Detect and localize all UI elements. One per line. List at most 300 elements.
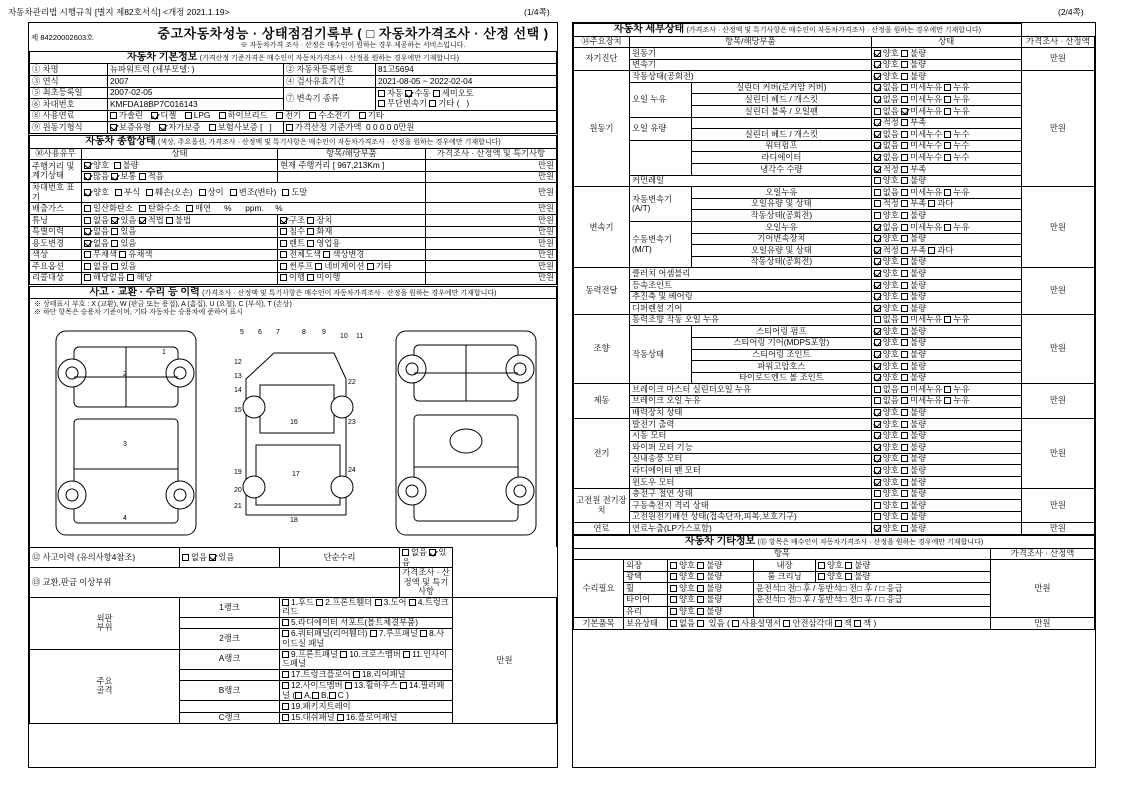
- checkbox-other-trans[interactable]: [429, 100, 436, 107]
- checkbox-unchecked[interactable]: [337, 714, 344, 721]
- mileage-price[interactable]: 만원: [426, 160, 557, 172]
- checkbox-recall-done[interactable]: [280, 274, 287, 281]
- detail-state[interactable]: 양호 불량: [871, 372, 1021, 384]
- detail-state[interactable]: 없음 미세누유 누유: [871, 314, 1021, 326]
- checkbox-tire-bad[interactable]: [697, 596, 704, 603]
- accident-history-value[interactable]: 없음 있음: [180, 548, 280, 568]
- checkbox-tuning-structure[interactable]: [280, 217, 287, 224]
- vehicle-name-value[interactable]: 뉴파워트럭 (세부모델: ): [108, 64, 284, 76]
- checkbox-polish-good[interactable]: [670, 573, 677, 580]
- checkbox-checked[interactable]: [874, 131, 881, 138]
- section-price-engine[interactable]: 만원: [1021, 71, 1094, 187]
- checkbox-unchecked[interactable]: [403, 651, 410, 658]
- checkbox-checked[interactable]: [874, 166, 881, 173]
- checkbox-checked[interactable]: [874, 224, 881, 231]
- mileage-state[interactable]: 양호 불량: [82, 160, 278, 172]
- checkbox-unchecked[interactable]: [901, 328, 908, 335]
- checkbox-unchecked[interactable]: [370, 630, 377, 637]
- checkbox-unchecked[interactable]: [901, 339, 908, 346]
- options-detail[interactable]: 썬루프 네비게이션 기타: [278, 261, 426, 273]
- checkbox-unchecked[interactable]: [874, 386, 881, 393]
- checkbox-wheel-bad[interactable]: [697, 585, 704, 592]
- checkbox-color-change[interactable]: [323, 251, 330, 258]
- fuel-type-value[interactable]: 가솔린 디젤 LPG 하이브리드 전기 수소전기 기타: [108, 110, 557, 122]
- checkbox-vin-different[interactable]: [199, 189, 206, 196]
- checkbox-checked[interactable]: [874, 282, 881, 289]
- vin-mark-price[interactable]: 만원: [426, 183, 557, 203]
- checkbox-tuning-legal[interactable]: [139, 217, 146, 224]
- detail-state[interactable]: 적정 부족 과다: [871, 198, 1021, 210]
- checkbox-rental[interactable]: [280, 240, 287, 247]
- detail-state[interactable]: 없음 미세누수 누수: [871, 152, 1021, 164]
- checkbox-tuning-yes[interactable]: [111, 217, 118, 224]
- checkbox-unchecked[interactable]: [670, 620, 677, 627]
- replaced-parts-price-cell[interactable]: 만원: [453, 597, 557, 724]
- checkbox-glass-good[interactable]: [670, 608, 677, 615]
- checkbox-gasoline[interactable]: [110, 112, 117, 119]
- checkbox-accident-yes[interactable]: [209, 554, 216, 561]
- checkbox-unchecked[interactable]: [874, 316, 881, 323]
- checkbox-exterior-good[interactable]: [670, 562, 677, 569]
- checkbox-unchecked[interactable]: [901, 258, 908, 265]
- checkbox-tire-good[interactable]: [670, 596, 677, 603]
- checkbox-unchecked[interactable]: [944, 142, 951, 149]
- checkbox-insurance-warranty[interactable]: [209, 124, 216, 131]
- checkbox-fuel-other[interactable]: [359, 112, 366, 119]
- checkbox-chromatic[interactable]: [119, 251, 126, 258]
- checkbox-unchecked[interactable]: [901, 421, 908, 428]
- checkbox-unchecked[interactable]: [944, 189, 951, 196]
- checkbox-checked[interactable]: [901, 108, 908, 115]
- checkbox-checked[interactable]: [874, 479, 881, 486]
- etc-state-tire[interactable]: 양호 불량: [668, 594, 754, 606]
- color-price[interactable]: 만원: [426, 249, 557, 261]
- checkbox-diesel[interactable]: [151, 112, 158, 119]
- checkbox-unchecked[interactable]: [901, 397, 908, 404]
- checkbox-unchecked[interactable]: [874, 200, 881, 207]
- checkbox-mileage-many[interactable]: [84, 173, 91, 180]
- parts-row-items[interactable]: 6.쿼터패널(리어휀더) 7.루프패널 8.사이드실 패널: [280, 629, 453, 649]
- checkbox-full-repaint[interactable]: [280, 251, 287, 258]
- checkbox-checked[interactable]: [874, 293, 881, 300]
- detail-state[interactable]: 양호 불량: [871, 523, 1021, 535]
- checkbox-unchecked[interactable]: [282, 619, 289, 626]
- checkbox-interior-good[interactable]: [818, 562, 825, 569]
- detail-state[interactable]: 양호 불량: [871, 337, 1021, 349]
- model-year-value[interactable]: 2007: [108, 76, 284, 88]
- etc-extra-tire[interactable]: 운전석□ 전□ 후 / 동반석□ 전□ 후 / □ 응급: [754, 594, 991, 606]
- checkbox-checked[interactable]: [874, 525, 881, 532]
- usage-change-state[interactable]: 없음 있음: [82, 238, 278, 250]
- checkbox-unchecked[interactable]: [854, 620, 861, 627]
- parts-row-items[interactable]: 17.트렁크플로어 18.리어패널: [280, 669, 453, 681]
- checkbox-unchecked[interactable]: [316, 599, 323, 606]
- checkbox-options-other[interactable]: [367, 263, 374, 270]
- checkbox-unchecked[interactable]: [944, 386, 951, 393]
- checkbox-warranty-type[interactable]: [110, 124, 117, 131]
- checkbox-checked[interactable]: [874, 444, 881, 451]
- checkbox-electric[interactable]: [276, 112, 283, 119]
- checkbox-recall-yes[interactable]: [127, 274, 134, 281]
- checkbox-checked[interactable]: [874, 339, 881, 346]
- detail-state[interactable]: 양호 불량: [871, 453, 1021, 465]
- detail-state[interactable]: 양호 불량: [871, 511, 1021, 523]
- checkbox-unchecked[interactable]: [901, 61, 908, 68]
- checkbox-unchecked[interactable]: [345, 682, 352, 689]
- checkbox-sunroof[interactable]: [280, 263, 287, 270]
- checkbox-unchecked[interactable]: [874, 108, 881, 115]
- price-standard-value[interactable]: 가격산정 기준가액 0 0 0 0 0만원: [284, 122, 557, 134]
- mileage-amount-price[interactable]: 만원: [426, 171, 557, 183]
- checkbox-special-none[interactable]: [84, 228, 91, 235]
- parts-row-items[interactable]: 5.라디에이터 서포트(볼트체결부품): [280, 617, 453, 629]
- checkbox-vin-erased[interactable]: [282, 189, 289, 196]
- checkbox-auto[interactable]: [378, 90, 385, 97]
- checkbox-unchecked[interactable]: [901, 177, 908, 184]
- special-history-price[interactable]: 만원: [426, 226, 557, 238]
- etc-state-exterior[interactable]: 양호 불량: [668, 560, 754, 572]
- checkbox-checked[interactable]: [874, 73, 881, 80]
- detail-state[interactable]: 양호 불량: [871, 268, 1021, 280]
- color-detail[interactable]: 전체도색 색상변경: [278, 249, 426, 261]
- detail-state[interactable]: 없음 미세누유 누유: [871, 395, 1021, 407]
- checkbox-unchecked[interactable]: [944, 397, 951, 404]
- checkbox-unchecked[interactable]: [282, 671, 289, 678]
- checkbox-unchecked[interactable]: [329, 692, 336, 699]
- registration-number-value[interactable]: 81고5694: [376, 64, 557, 76]
- section-price-electrical[interactable]: 만원: [1021, 419, 1094, 489]
- checkbox-unchecked[interactable]: [901, 154, 908, 161]
- checkbox-unchecked[interactable]: [944, 108, 951, 115]
- checkbox-unchecked[interactable]: [901, 490, 908, 497]
- tuning-detail[interactable]: 구조 장치: [278, 214, 426, 226]
- etc-state-glass[interactable]: 양호 불량: [668, 606, 754, 618]
- checkbox-checked[interactable]: [874, 96, 881, 103]
- first-registration-date-value[interactable]: 2007-02-05: [108, 87, 284, 99]
- detail-state[interactable]: 양호 불량: [871, 361, 1021, 373]
- checkbox-co[interactable]: [84, 205, 91, 212]
- checkbox-cleaning-bad[interactable]: [845, 573, 852, 580]
- detail-state[interactable]: 적정 부족: [871, 117, 1021, 129]
- vin-value[interactable]: KMFDA18BP7C016143: [108, 99, 284, 111]
- checkbox-checked[interactable]: [874, 409, 881, 416]
- checkbox-checked[interactable]: [874, 235, 881, 242]
- checkbox-flood[interactable]: [280, 228, 287, 235]
- checkbox-unchecked[interactable]: [874, 502, 881, 509]
- parts-row-items[interactable]: 9.프론트패널 10.크로스멤버 11.인사이드패널: [280, 649, 453, 669]
- checkbox-mileage-good[interactable]: [84, 162, 91, 169]
- color-state[interactable]: 무채색 유채색: [82, 249, 278, 261]
- checkbox-unchecked[interactable]: [282, 651, 289, 658]
- options-state[interactable]: 없음 있음: [82, 261, 278, 273]
- checkbox-checked[interactable]: [874, 363, 881, 370]
- etc-state-possession[interactable]: 없음 있음 ( 사용설명서 안전삼각대 잭 잭 ): [668, 618, 991, 630]
- checkbox-unchecked[interactable]: [282, 682, 289, 689]
- detail-state[interactable]: 양호 불량: [871, 349, 1021, 361]
- checkbox-self-warranty[interactable]: [159, 124, 166, 131]
- checkbox-unchecked[interactable]: [901, 513, 908, 520]
- detail-state[interactable]: 양호 불량: [871, 303, 1021, 315]
- checkbox-usage-yes[interactable]: [111, 240, 118, 247]
- detail-state[interactable]: 양호 불량: [871, 48, 1021, 60]
- usage-change-detail[interactable]: 렌트 영업용: [278, 238, 426, 250]
- checkbox-hydrogen[interactable]: [309, 112, 316, 119]
- checkbox-unchecked[interactable]: [944, 224, 951, 231]
- etc-price-cell[interactable]: 만원: [991, 560, 1095, 618]
- checkbox-hc[interactable]: [139, 205, 146, 212]
- checkbox-unchecked[interactable]: [340, 651, 347, 658]
- checkbox-vin-good[interactable]: [84, 189, 91, 196]
- checkbox-unchecked[interactable]: [874, 490, 881, 497]
- checkbox-unchecked[interactable]: [901, 119, 908, 126]
- vin-mark-state[interactable]: 양호 부식 훼손(오손) 상이 변조(변타) 도말: [82, 183, 426, 203]
- checkbox-unchecked[interactable]: [901, 444, 908, 451]
- detail-state[interactable]: 양호 불량: [871, 465, 1021, 477]
- checkbox-manual[interactable]: [405, 90, 412, 97]
- checkbox-unchecked[interactable]: [282, 714, 289, 721]
- section-price-powertrain[interactable]: 만원: [1021, 268, 1094, 314]
- section-price-fuel[interactable]: 만원: [1021, 523, 1094, 535]
- checkbox-unchecked[interactable]: [901, 235, 908, 242]
- checkbox-unchecked[interactable]: [732, 620, 739, 627]
- tuning-state[interactable]: 없음 있음 적법 불법: [82, 214, 278, 226]
- detail-state[interactable]: 양호 불량: [871, 477, 1021, 489]
- checkbox-repair-yes[interactable]: [429, 549, 436, 556]
- checkbox-unchecked[interactable]: [901, 479, 908, 486]
- checkbox-tuning-illegal[interactable]: [166, 217, 173, 224]
- parts-row-items[interactable]: 15.대쉬패널 16.플로어패널: [280, 712, 453, 724]
- section-price-transmission[interactable]: 만원: [1021, 187, 1094, 268]
- detail-state[interactable]: 없음 미세누유 누유: [871, 106, 1021, 118]
- checkbox-unchecked[interactable]: [783, 620, 790, 627]
- checkbox-usage-none[interactable]: [84, 240, 91, 247]
- detail-state[interactable]: 없음 미세누유 누유: [871, 222, 1021, 234]
- checkbox-checked[interactable]: [874, 328, 881, 335]
- checkbox-polish-bad[interactable]: [697, 573, 704, 580]
- checkbox-unchecked[interactable]: [944, 316, 951, 323]
- special-history-state[interactable]: 없음 있음: [82, 226, 278, 238]
- checkbox-unchecked[interactable]: [901, 200, 908, 207]
- detail-state[interactable]: 양호 불량: [871, 210, 1021, 222]
- detail-state[interactable]: 없음 미세누수 누수: [871, 129, 1021, 141]
- parts-row-items[interactable]: 19.패키지트레이: [280, 701, 453, 713]
- etc-state-room-cleaning[interactable]: 양호 불량: [816, 571, 991, 583]
- detail-state[interactable]: 없음 미세누유 누유: [871, 384, 1021, 396]
- checkbox-unchecked[interactable]: [874, 212, 881, 219]
- recall-price[interactable]: 만원: [426, 272, 557, 284]
- checkbox-exterior-bad[interactable]: [697, 562, 704, 569]
- checkbox-navigation[interactable]: [315, 263, 322, 270]
- checkbox-checked[interactable]: [874, 374, 881, 381]
- options-price[interactable]: 만원: [426, 261, 557, 273]
- checkbox-unchecked[interactable]: [901, 363, 908, 370]
- checkbox-mileage-bad[interactable]: [114, 162, 121, 169]
- tuning-price[interactable]: 만원: [426, 214, 557, 226]
- section-price-high-voltage[interactable]: 만원: [1021, 488, 1094, 523]
- detail-state[interactable]: 적정 부족: [871, 164, 1021, 176]
- checkbox-unchecked[interactable]: [944, 131, 951, 138]
- section-price-steering[interactable]: 만원: [1021, 314, 1094, 384]
- checkbox-unchecked[interactable]: [901, 50, 908, 57]
- checkbox-unchecked[interactable]: [420, 630, 427, 637]
- checkbox-unchecked[interactable]: [901, 386, 908, 393]
- checkbox-unchecked[interactable]: [282, 630, 289, 637]
- detail-state[interactable]: 양호 불량: [871, 59, 1021, 71]
- checkbox-mileage-normal[interactable]: [111, 173, 118, 180]
- checkbox-recall-na[interactable]: [84, 274, 91, 281]
- checkbox-vin-damaged[interactable]: [146, 189, 153, 196]
- checkbox-unchecked[interactable]: [901, 212, 908, 219]
- checkbox-checked[interactable]: [874, 154, 881, 161]
- etc-state-polish[interactable]: 양호 불량: [668, 571, 754, 583]
- checkbox-unchecked[interactable]: [944, 96, 951, 103]
- checkbox-unchecked[interactable]: [901, 374, 908, 381]
- checkbox-lpg[interactable]: [185, 112, 192, 119]
- etc-state-wheel[interactable]: 양호 불량: [668, 583, 754, 595]
- checkbox-interior-bad[interactable]: [845, 562, 852, 569]
- checkbox-checked[interactable]: [874, 247, 881, 254]
- checkbox-smoke[interactable]: [186, 205, 193, 212]
- emission-state[interactable]: 일산화탄소 탄화수소 매연 % ppm. %: [82, 203, 426, 215]
- checkbox-unchecked[interactable]: [901, 455, 908, 462]
- checkbox-unchecked[interactable]: [944, 154, 951, 161]
- checkbox-unchecked[interactable]: [901, 96, 908, 103]
- checkbox-checked[interactable]: [874, 61, 881, 68]
- checkbox-vin-corrosion[interactable]: [115, 189, 122, 196]
- detail-state[interactable]: 없음 미세누유 누유: [871, 94, 1021, 106]
- detail-state[interactable]: 없음 미세누수 누수: [871, 140, 1021, 152]
- emission-price[interactable]: 만원: [426, 203, 557, 215]
- checkbox-unchecked[interactable]: [901, 432, 908, 439]
- checkbox-mileage-few[interactable]: [139, 173, 146, 180]
- usage-change-price[interactable]: 만원: [426, 238, 557, 250]
- checkbox-unchecked[interactable]: [928, 200, 935, 207]
- checkbox-unchecked[interactable]: [282, 703, 289, 710]
- section-price-brake[interactable]: 만원: [1021, 384, 1094, 419]
- detail-state[interactable]: 양호 불량: [871, 279, 1021, 291]
- mileage-amount-state[interactable]: 많음 보통 적음: [82, 171, 278, 183]
- checkbox-unchecked[interactable]: [901, 525, 908, 532]
- checkbox-tuning-none[interactable]: [84, 217, 91, 224]
- checkbox-repair-none[interactable]: [402, 549, 409, 556]
- checkbox-unchecked[interactable]: [295, 692, 302, 699]
- checkbox-unchecked[interactable]: [901, 351, 908, 358]
- checkbox-recall-notdone[interactable]: [307, 274, 314, 281]
- checkbox-checked[interactable]: [874, 84, 881, 91]
- detail-state[interactable]: 적정 부족 과다: [871, 245, 1021, 257]
- warranty-type-value[interactable]: 보증유형 자가보증 보험사보증 [ ]: [108, 122, 284, 134]
- checkbox-checked[interactable]: [874, 142, 881, 149]
- simple-repair-value[interactable]: 없음 있음: [400, 548, 453, 568]
- detail-state[interactable]: 양호 불량: [871, 326, 1021, 338]
- checkbox-accident-none[interactable]: [182, 554, 189, 561]
- detail-state[interactable]: 양호 불량: [871, 233, 1021, 245]
- checkbox-checked[interactable]: [874, 305, 881, 312]
- detail-state[interactable]: 양호 불량: [871, 442, 1021, 454]
- checkbox-unchecked[interactable]: [400, 682, 407, 689]
- checkbox-cvt[interactable]: [378, 100, 385, 107]
- etc-state-interior[interactable]: 양호 불량: [816, 560, 991, 572]
- checkbox-unchecked[interactable]: [901, 282, 908, 289]
- special-history-detail[interactable]: 침수 화재: [278, 226, 426, 238]
- checkbox-checked[interactable]: [874, 50, 881, 57]
- detail-state[interactable]: 양호 불량: [871, 500, 1021, 512]
- checkbox-unchecked[interactable]: [901, 84, 908, 91]
- checkbox-unchecked[interactable]: [282, 599, 289, 606]
- checkbox-unchecked[interactable]: [901, 142, 908, 149]
- transmission-type-value[interactable]: 자동 수동 세미오토 무단변속기 기타 ( ): [376, 87, 557, 110]
- detail-state[interactable]: 양호 불량: [871, 430, 1021, 442]
- checkbox-options-none[interactable]: [84, 263, 91, 270]
- checkbox-checked[interactable]: [874, 258, 881, 265]
- checkbox-achromatic[interactable]: [84, 251, 91, 258]
- checkbox-unchecked[interactable]: [353, 671, 360, 678]
- checkbox-cleaning-good[interactable]: [818, 573, 825, 580]
- checkbox-unchecked[interactable]: [409, 599, 416, 606]
- checkbox-unchecked[interactable]: [901, 467, 908, 474]
- checkbox-commercial[interactable]: [307, 240, 314, 247]
- checkbox-unchecked[interactable]: [901, 316, 908, 323]
- checkbox-unchecked[interactable]: [874, 513, 881, 520]
- checkbox-semiauto[interactable]: [433, 90, 440, 97]
- checkbox-checked[interactable]: [874, 467, 881, 474]
- checkbox-checked[interactable]: [874, 421, 881, 428]
- detail-state[interactable]: 없음 미세누유 누유: [871, 82, 1021, 94]
- detail-state[interactable]: 양호 불량: [871, 256, 1021, 268]
- detail-state[interactable]: 양호 불량: [871, 71, 1021, 83]
- inspection-valid-period-value[interactable]: 2021-08-05 ~ 2022-02-04: [376, 76, 557, 88]
- checkbox-checked[interactable]: [874, 119, 881, 126]
- detail-state[interactable]: 양호 불량: [871, 488, 1021, 500]
- detail-state[interactable]: 양호 불량: [871, 419, 1021, 431]
- checkbox-special-yes[interactable]: [111, 228, 118, 235]
- checkbox-unchecked[interactable]: [944, 84, 951, 91]
- checkbox-checked[interactable]: [874, 455, 881, 462]
- checkbox-fire[interactable]: [307, 228, 314, 235]
- checkbox-glass-bad[interactable]: [697, 608, 704, 615]
- checkbox-unchecked[interactable]: [901, 189, 908, 196]
- checkbox-checked[interactable]: [874, 270, 881, 277]
- checkbox-options-yes[interactable]: [111, 263, 118, 270]
- detail-state[interactable]: 양호 불량: [871, 407, 1021, 419]
- recall-detail[interactable]: 이행 미이행: [278, 272, 426, 284]
- checkbox-hybrid[interactable]: [219, 112, 226, 119]
- checkbox-unchecked[interactable]: [901, 166, 908, 173]
- checkbox-price-standard[interactable]: [286, 124, 293, 131]
- checkbox-unchecked[interactable]: [901, 224, 908, 231]
- checkbox-wheel-good[interactable]: [670, 585, 677, 592]
- checkbox-unchecked[interactable]: [901, 409, 908, 416]
- checkbox-unchecked[interactable]: [874, 397, 881, 404]
- etc-extra-wheel[interactable]: 운전석□ 전□ 후 / 동반석□ 전□ 후 / □ 응급: [754, 583, 991, 595]
- checkbox-unchecked[interactable]: [901, 293, 908, 300]
- etc-price-basic[interactable]: 만원: [991, 618, 1095, 630]
- checkbox-unchecked[interactable]: [375, 599, 382, 606]
- checkbox-unchecked[interactable]: [901, 305, 908, 312]
- detail-state[interactable]: 양호 불량: [871, 175, 1021, 187]
- checkbox-tuning-device[interactable]: [307, 217, 314, 224]
- parts-row-items[interactable]: 12.사이드멤버 13.휠하우스 14.필러패널 ( A, B, C ): [280, 681, 453, 701]
- checkbox-unchecked[interactable]: [901, 131, 908, 138]
- checkbox-unchecked[interactable]: [901, 73, 908, 80]
- checkbox-unchecked[interactable]: [874, 177, 881, 184]
- section-price-self-diagnosis[interactable]: 만원: [1021, 48, 1094, 71]
- recall-state[interactable]: 해당없음 해당: [82, 272, 278, 284]
- checkbox-unchecked[interactable]: [312, 692, 319, 699]
- checkbox-unchecked[interactable]: [874, 189, 881, 196]
- checkbox-unchecked[interactable]: [928, 247, 935, 254]
- checkbox-unchecked[interactable]: [901, 270, 908, 277]
